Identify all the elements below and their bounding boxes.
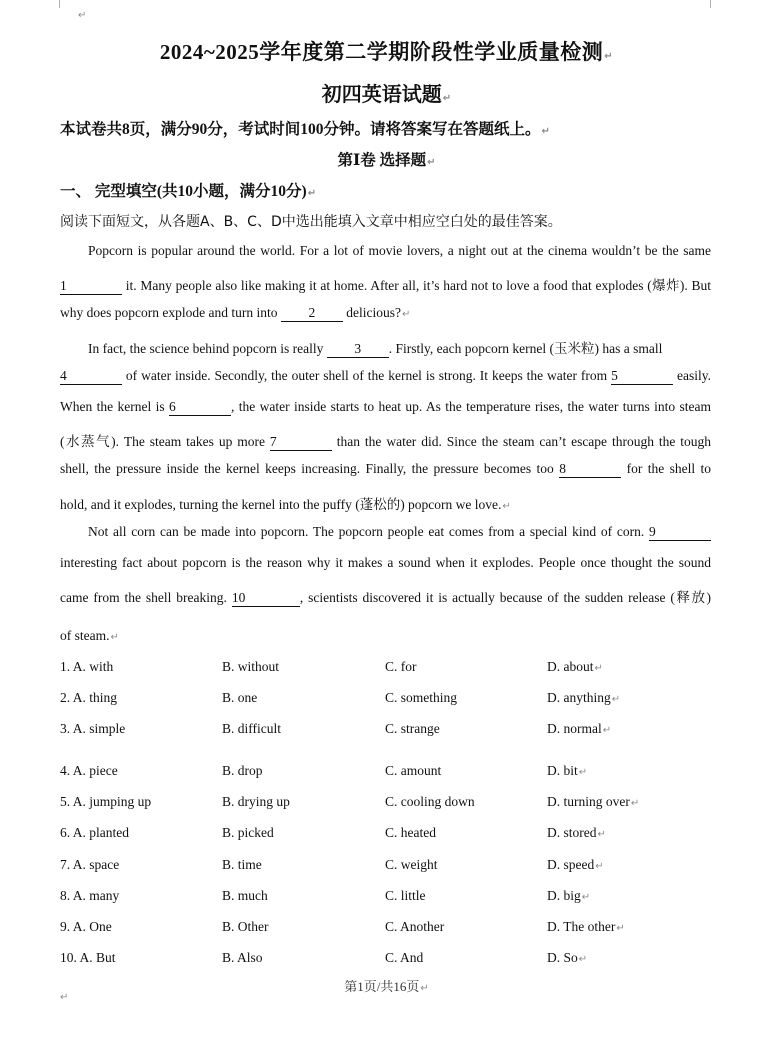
crop-mark-right bbox=[710, 0, 711, 8]
paragraph-mark-icon: ↵ bbox=[578, 954, 588, 965]
option-c[interactable]: C. Another bbox=[385, 919, 445, 934]
option-a[interactable]: 1. A. with bbox=[60, 659, 114, 674]
question-options-10 bbox=[60, 950, 710, 970]
option-a[interactable]: 5. A. jumping up bbox=[60, 794, 152, 809]
passage-line: interesting fact about popcorn is the reason why it makes a sound when it explodes. People once thought the sound bbox=[60, 555, 711, 570]
option-d[interactable]: D. anything↵ bbox=[547, 690, 621, 705]
blank-6[interactable]: 6 bbox=[169, 400, 231, 416]
option-b[interactable]: B. without bbox=[222, 659, 280, 674]
option-c[interactable]: C. strange bbox=[385, 721, 440, 736]
option-c[interactable]: C. weight bbox=[385, 857, 438, 872]
crop-mark-left bbox=[59, 0, 60, 8]
option-d[interactable]: D. The other↵ bbox=[547, 919, 625, 934]
instruction-text: 阅读下面短文，从各题A、B、C、D中选出能填入文章中相应空白处的最佳答案。 bbox=[60, 214, 562, 230]
option-d[interactable]: D. turning over↵ bbox=[547, 794, 640, 809]
option-a[interactable]: 8. A. many bbox=[60, 888, 120, 903]
option-a[interactable]: 2. A. thing bbox=[60, 690, 118, 705]
option-a[interactable]: 3. A. simple bbox=[60, 721, 126, 736]
exam-subtitle: 初四英语试题↵ bbox=[321, 84, 452, 106]
paragraph-mark-icon: ↵ bbox=[541, 126, 550, 137]
passage-line: When the kernel is 6 , the water inside starts to heat up. As the temperature rises, the water turns into steam bbox=[60, 399, 712, 414]
option-a[interactable]: 6. A. planted bbox=[60, 825, 129, 840]
blank-2[interactable]: 2 bbox=[281, 306, 343, 322]
paragraph-mark-icon: ↵ bbox=[307, 188, 317, 199]
paragraph-mark-icon: ↵ bbox=[110, 632, 119, 643]
question-options-8 bbox=[60, 888, 710, 908]
blank-7[interactable]: 7 bbox=[270, 435, 332, 451]
question-options-5 bbox=[60, 794, 710, 814]
paragraph-mark-icon: ↵ bbox=[420, 983, 429, 994]
option-c[interactable]: C. little bbox=[385, 888, 426, 903]
option-d[interactable]: D. bit↵ bbox=[547, 763, 588, 778]
paragraph-mark-icon: ↵ bbox=[595, 861, 604, 872]
option-c[interactable]: C. for bbox=[385, 659, 417, 674]
question-options-3 bbox=[60, 721, 710, 741]
paragraph-mark-icon: ↵ bbox=[616, 923, 625, 934]
paragraph-mark-icon: ↵ bbox=[442, 93, 452, 104]
passage-line: came from the shell breaking. 10 , scientists discovered it is actually because of the sudden release (释放) bbox=[60, 590, 711, 605]
passage-line: In fact, the science behind popcorn is really 3 . Firstly, each popcorn kernel (玉米粒) has a small bbox=[88, 341, 663, 356]
option-c[interactable]: C. amount bbox=[385, 763, 442, 778]
option-a[interactable]: 4. A. piece bbox=[60, 763, 118, 778]
blank-10[interactable]: 10 bbox=[232, 591, 300, 607]
option-b[interactable]: B. drop bbox=[222, 763, 263, 778]
question-options-1 bbox=[60, 659, 710, 679]
paragraph-mark-icon: ↵ bbox=[581, 892, 591, 903]
option-b[interactable]: B. time bbox=[222, 857, 262, 872]
option-c[interactable]: C. heated bbox=[385, 825, 436, 840]
page-footer: 第1页/共16页↵ bbox=[344, 979, 429, 994]
question-options-4 bbox=[60, 763, 710, 783]
blank-3[interactable]: 3 bbox=[327, 342, 389, 358]
option-d[interactable]: D. speed↵ bbox=[547, 857, 604, 872]
question-options-7 bbox=[60, 857, 710, 877]
passage-line: Not all corn can be made into popcorn. The popcorn people eat comes from a special kind of corn. 9 bbox=[88, 524, 711, 541]
option-a[interactable]: 7. A. space bbox=[60, 857, 120, 872]
paragraph-mark-icon: ↵ bbox=[502, 501, 511, 512]
question-options-6 bbox=[60, 825, 710, 845]
paragraph-mark-icon: ↵ bbox=[611, 694, 621, 705]
option-a[interactable]: 10. A. But bbox=[60, 950, 116, 965]
option-d[interactable]: D. So↵ bbox=[547, 950, 588, 965]
paragraph-mark-icon: ↵ bbox=[60, 992, 69, 1003]
option-b[interactable]: B. drying up bbox=[222, 794, 290, 809]
blank-9[interactable]: 9 bbox=[649, 525, 711, 541]
option-c[interactable]: C. And bbox=[385, 950, 424, 965]
section-title: 第Ⅰ卷 选择题↵ bbox=[337, 152, 436, 169]
paragraph-mark-icon: ↵ bbox=[602, 725, 612, 736]
option-d[interactable]: D. big↵ bbox=[547, 888, 591, 903]
blank-1[interactable]: 1 bbox=[60, 279, 122, 295]
option-b[interactable]: B. picked bbox=[222, 825, 274, 840]
blank-5[interactable]: 5 bbox=[611, 369, 673, 385]
option-b[interactable]: B. much bbox=[222, 888, 268, 903]
passage-line: why does popcorn explode and turn into 2 delicious?↵ bbox=[60, 305, 411, 320]
option-c[interactable]: C. something bbox=[385, 690, 458, 705]
part-title: 一、 完型填空(共10小题，满分10分)↵ bbox=[60, 183, 317, 200]
option-b[interactable]: B. difficult bbox=[222, 721, 281, 736]
option-c[interactable]: C. cooling down bbox=[385, 794, 475, 809]
paragraph-mark-icon: ↵ bbox=[594, 663, 603, 674]
passage-line: hold, and it explodes, turning the kernel into the puffy (蓬松的) popcorn we love.↵ bbox=[60, 497, 511, 512]
passage-line: shell, the pressure inside the kernel keeps increasing. Finally, the pressure becomes too 8 for the shell to bbox=[60, 461, 711, 476]
option-b[interactable]: B. one bbox=[222, 690, 258, 705]
option-b[interactable]: B. Also bbox=[222, 950, 263, 965]
paragraph-mark-icon: ↵ bbox=[630, 798, 640, 809]
paragraph-mark-icon: ↵ bbox=[78, 10, 87, 21]
option-b[interactable]: B. Other bbox=[222, 919, 269, 934]
passage-line: (水蒸气). The steam takes up more 7 than the water did. Since the steam can’t escape through the tough bbox=[60, 434, 711, 449]
option-d[interactable]: D. stored↵ bbox=[547, 825, 606, 840]
exam-notice: 本试卷共8页，满分90分，考试时间100分钟。请将答案写在答题纸上。↵ bbox=[60, 121, 550, 138]
question-options-2 bbox=[60, 690, 710, 710]
option-d[interactable]: D. about↵ bbox=[547, 659, 603, 674]
exam-title: 2024~2025学年度第二学期阶段性学业质量检测↵ bbox=[159, 40, 614, 64]
paragraph-mark-icon: ↵ bbox=[578, 767, 588, 778]
paragraph-mark-icon: ↵ bbox=[427, 157, 436, 168]
paragraph-mark-icon: ↵ bbox=[604, 51, 614, 62]
option-d[interactable]: D. normal↵ bbox=[547, 721, 612, 736]
passage-line: Popcorn is popular around the world. For a lot of movie lovers, a night out at the cinema wouldn’t be the same bbox=[88, 243, 711, 258]
passage-line: 4 of water inside. Secondly, the outer shell of the kernel is strong. It keeps the water from 5 easily. bbox=[60, 368, 712, 383]
paragraph-mark-icon: ↵ bbox=[401, 309, 411, 320]
passage-line: of steam.↵ bbox=[60, 628, 119, 643]
blank-4[interactable]: 4 bbox=[60, 369, 122, 385]
paragraph-mark-icon: ↵ bbox=[597, 829, 606, 840]
passage-line: 1 it. Many people also like making it at home. After all, it’s hard not to love a food that explodes (爆炸). But bbox=[60, 278, 711, 293]
question-options-9 bbox=[60, 919, 710, 939]
blank-8[interactable]: 8 bbox=[559, 462, 621, 478]
option-a[interactable]: 9. A. One bbox=[60, 919, 112, 934]
